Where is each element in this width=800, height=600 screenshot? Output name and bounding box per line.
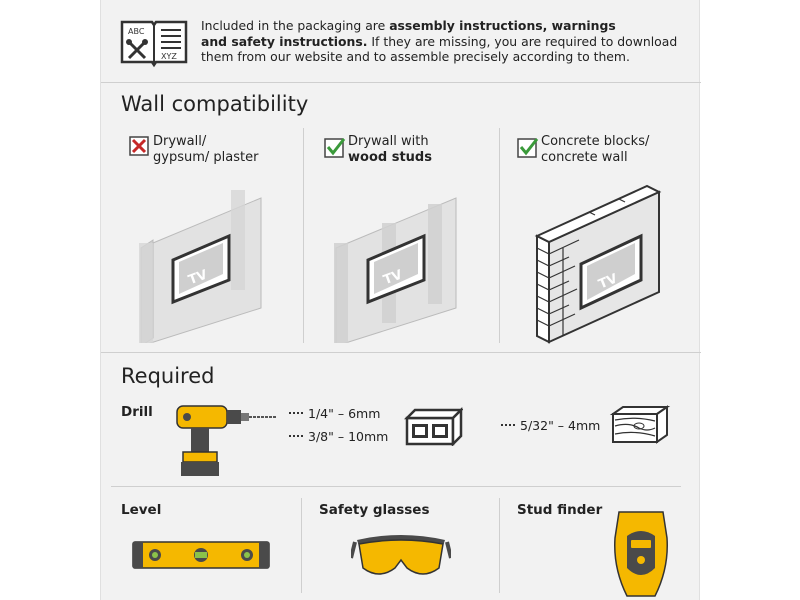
notice-line1-pre: Included in the packaging are — [201, 18, 390, 33]
wall-option-drywall — [111, 128, 301, 348]
drywall-illustration — [121, 168, 291, 343]
level-label: Level — [121, 502, 162, 518]
check-mark-icon — [324, 136, 346, 158]
drill-bit-text: 5/32" – 4mm — [520, 418, 601, 433]
wall-option-line2: concrete wall — [541, 150, 628, 165]
wall-option-line1: Drywall with — [348, 134, 429, 149]
notice-line3: them from our website and to assemble precisely according to them. — [201, 49, 630, 64]
tv-text: TV — [186, 267, 210, 289]
book-abc-text: ABC — [128, 27, 145, 36]
drill-bit-icon — [289, 412, 303, 417]
drill-bit-size — [289, 406, 380, 421]
safety-glasses-icon — [351, 528, 451, 588]
notice-line2-bold: and safety instructions. — [201, 33, 368, 49]
wall-option-line1: Drywall/ — [153, 134, 207, 149]
drill-bit-icon — [289, 435, 303, 440]
drill-bit-size — [289, 429, 388, 444]
column-divider — [301, 498, 302, 593]
wood-stud-illustration — [316, 168, 486, 343]
column-divider — [499, 498, 500, 593]
section-divider — [101, 352, 701, 353]
section-divider — [111, 486, 681, 487]
wall-option-concrete — [499, 128, 689, 348]
wall-option-line2: wood studs — [348, 150, 432, 165]
wall-option-label — [348, 134, 432, 166]
instruction-book-icon — [119, 16, 189, 68]
drill-bit-icon — [501, 424, 515, 429]
stud-finder-label: Stud finder — [517, 502, 603, 518]
required-title: Required — [121, 364, 215, 388]
section-divider — [101, 82, 701, 83]
cross-mark-icon — [129, 136, 149, 156]
packaging-notice — [119, 14, 689, 74]
tv-text: TV — [381, 267, 405, 289]
cordless-drill-icon — [173, 400, 283, 480]
notice-text — [201, 18, 691, 65]
wall-compatibility-title: Wall compatibility — [121, 92, 309, 116]
notice-line2-post: If they are missing, you are required to download — [367, 33, 678, 49]
notice-line1-bold: assembly instructions, warnings — [389, 18, 616, 33]
wood-block-icon — [609, 404, 671, 444]
wall-option-line2: gypsum/ plaster — [153, 150, 259, 165]
book-xyz-text: XYZ — [161, 52, 177, 61]
drill-bit-text: 3/8" – 10mm — [308, 429, 389, 444]
drill-label: Drill — [121, 404, 153, 420]
spirit-level-icon — [131, 538, 271, 574]
concrete-wall-illustration — [529, 172, 679, 347]
stud-finder-icon — [611, 508, 671, 598]
wall-option-line1: Concrete blocks/ — [541, 134, 650, 149]
tv-text: TV — [596, 271, 620, 293]
instruction-sheet — [100, 0, 700, 600]
wall-option-label — [153, 134, 258, 166]
safety-glasses-label: Safety glasses — [319, 502, 430, 518]
wall-option-label — [541, 134, 649, 166]
drill-bit-size — [501, 418, 600, 433]
check-mark-icon — [517, 136, 539, 158]
wall-option-wood-studs — [306, 128, 496, 348]
column-divider — [303, 128, 304, 343]
drill-bit-text: 1/4" – 6mm — [308, 406, 381, 421]
concrete-block-icon — [403, 406, 463, 446]
